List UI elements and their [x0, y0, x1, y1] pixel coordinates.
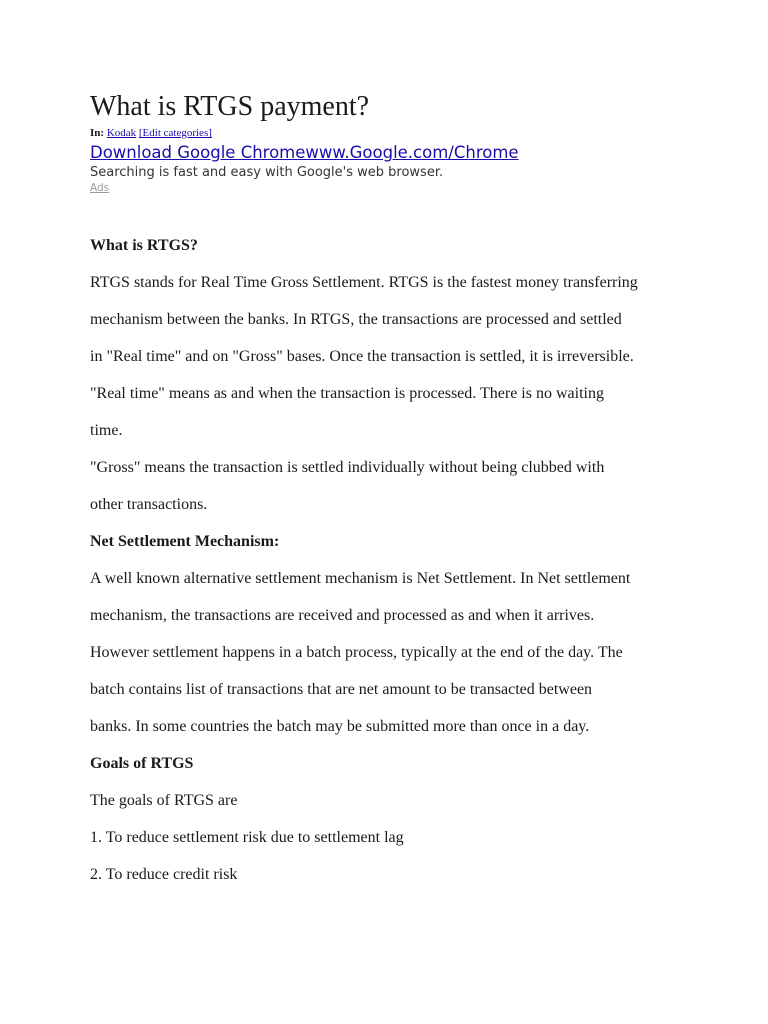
paragraph-line: time. [90, 422, 123, 439]
paragraph-line: A well known alternative settlement mechanism is Net Settlement. In Net settlement [90, 570, 631, 587]
paragraph-line: "Gross" means the transaction is settled individually without being clubbed with [90, 459, 605, 476]
paragraph-line: other transactions. [90, 496, 208, 513]
page-title: What is RTGS payment? [90, 91, 370, 122]
paragraph-line: However settlement happens in a batch process, typically at the end of the day. The [90, 644, 623, 661]
paragraph-line: "Real time" means as and when the transaction is processed. There is no waiting [90, 385, 604, 402]
list-item: 1. To reduce settlement risk due to settlement lag [90, 829, 404, 846]
paragraph-line: mechanism, the transactions are received and processed as and when it arrives. [90, 607, 595, 624]
paragraph-line: The goals of RTGS are [90, 792, 238, 809]
ad-block [90, 142, 730, 195]
section-heading-goals: Goals of RTGS [90, 755, 194, 772]
paragraph-line: in "Real time" and on "Gross" bases. Once the transaction is settled, it is irreversible. [90, 348, 634, 365]
edit-categories-link[interactable]: [Edit categories] [138, 127, 212, 139]
ads-label[interactable]: Ads [90, 182, 110, 194]
ad-description: Searching is fast and easy with Google's web browser. [90, 165, 444, 180]
list-item: 2. To reduce credit risk [90, 866, 238, 883]
paragraph-line: batch contains list of transactions that are net amount to be transacted between [90, 681, 593, 698]
in-label: In: [90, 127, 105, 139]
section-heading-what-is-rtgs: What is RTGS? [90, 237, 198, 254]
category-line [90, 126, 730, 140]
paragraph-line: mechanism between the banks. In RTGS, the transactions are processed and settled [90, 311, 622, 328]
article-header [90, 90, 730, 195]
section-heading-net-settlement: Net Settlement Mechanism: [90, 533, 280, 550]
paragraph-line: RTGS stands for Real Time Gross Settlement. RTGS is the fastest money transferring [90, 274, 638, 291]
ad-link[interactable]: Download Google Chromewww.Google.com/Chrome [90, 143, 519, 162]
article-body [90, 231, 730, 897]
paragraph-line: banks. In some countries the batch may be submitted more than once in a day. [90, 718, 590, 735]
category-link-kodak[interactable]: Kodak [106, 127, 137, 139]
